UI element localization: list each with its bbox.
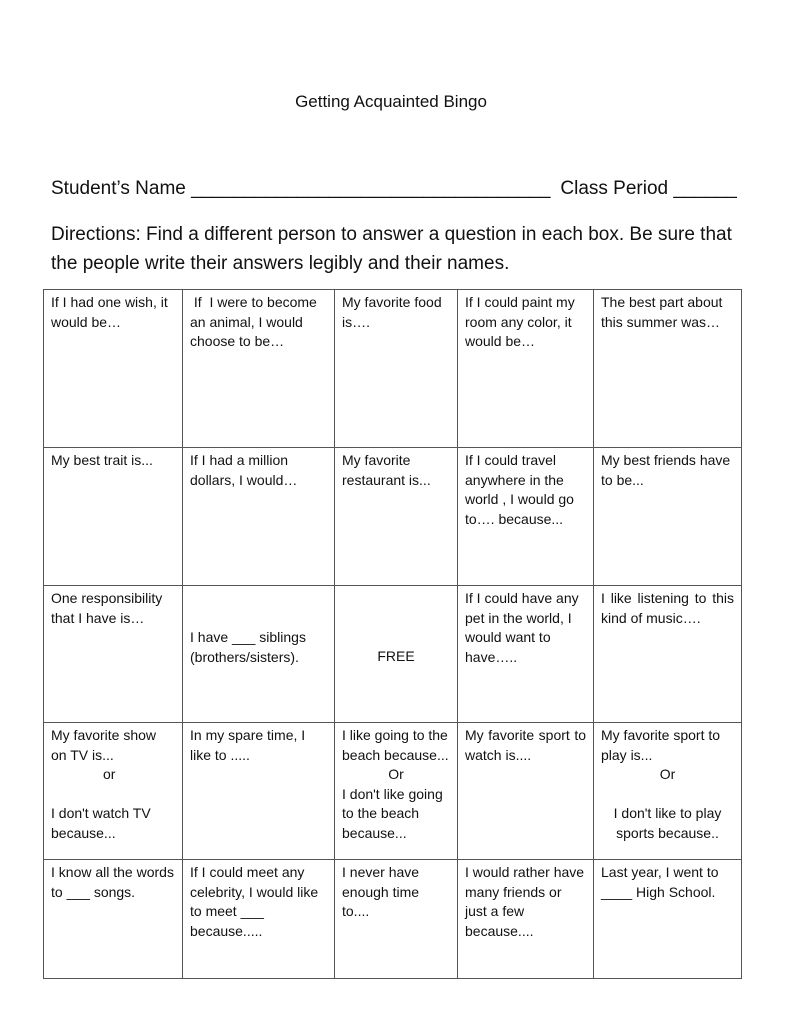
cell-prompt: My favorite restaurant is... — [342, 452, 431, 488]
free-cell — [335, 586, 458, 723]
cell-or-text: Or — [388, 766, 404, 783]
class-period-label: Class Period ______ — [560, 178, 737, 199]
cell-prompt: If I had a million dollars, I would… — [190, 452, 298, 488]
cell-prompt: Last year, I went to ____ High School. — [601, 864, 719, 900]
bingo-cell — [458, 586, 594, 723]
bingo-cell — [458, 860, 594, 979]
cell-prompt: I don't like going to the beach because... — [342, 785, 443, 841]
cell-prompt: I never have enough time to.... — [342, 864, 420, 920]
bingo-cell — [44, 860, 183, 979]
bingo-cell — [594, 448, 742, 586]
cell-prompt: One responsibility that I have is… — [51, 590, 163, 626]
bingo-grid — [43, 289, 742, 979]
bingo-cell — [335, 860, 458, 979]
cell-prompt: I would rather have many friends or just a few because.... — [465, 864, 585, 939]
bingo-cell — [335, 448, 458, 586]
cell-prompt: My best friends have to be... — [601, 452, 731, 488]
cell-prompt: My best trait is... — [51, 452, 153, 468]
cell-prompt: If I could travel anywhere in the world , I would go to…. because... — [465, 452, 574, 527]
cell-spacer — [601, 785, 734, 805]
document-title: Getting Acquainted Bingo — [295, 92, 487, 111]
bingo-cell — [335, 290, 458, 448]
bingo-cell — [458, 723, 594, 860]
grid-row — [44, 860, 742, 979]
bingo-cell — [183, 723, 335, 860]
bingo-cell — [44, 586, 183, 723]
bingo-cell — [44, 723, 183, 860]
bingo-cell — [335, 723, 458, 860]
cell-prompt: I have ___ siblings (brothers/sisters). — [190, 629, 306, 665]
student-name-label: Student’s Name __________________________________ — [51, 178, 551, 199]
cell-prompt: In my spare time, I like to ..... — [190, 727, 306, 763]
bingo-cell — [183, 586, 335, 723]
bingo-cell — [458, 290, 594, 448]
grid-row — [44, 586, 742, 723]
cell-prompt: If I could paint my room any color, it would be… — [465, 294, 575, 350]
cell-prompt: The best part about this summer was… — [601, 294, 723, 330]
cell-prompt: I like listening to this kind of music…. — [601, 590, 734, 626]
grid-row — [44, 448, 742, 586]
cell-prompt: If I could have any pet in the world, I would want to have….. — [465, 590, 579, 665]
cell-prompt: My favorite show on TV is... — [51, 727, 157, 763]
cell-prompt: If I were to become an animal, I would choose to be… — [190, 294, 321, 350]
cell-prompt: I don't like to play sports because.. — [613, 805, 722, 841]
grid-row — [44, 723, 742, 860]
bingo-cell — [44, 290, 183, 448]
cell-spacer — [51, 785, 175, 805]
bingo-cell — [594, 860, 742, 979]
cell-prompt: My favorite sport to play is... — [601, 727, 721, 763]
cell-prompt: I like going to the beach because... — [342, 727, 449, 763]
bingo-cell — [183, 860, 335, 979]
cell-prompt: I know all the words to ___ songs. — [51, 864, 174, 900]
bingo-cell — [458, 448, 594, 586]
cell-prompt: My favorite sport to watch is.... — [465, 727, 586, 763]
grid-row — [44, 290, 742, 448]
bingo-cell — [44, 448, 183, 586]
cell-prompt: If I could meet any celebrity, I would like to meet ___ because..... — [190, 864, 319, 939]
cell-or-text: Or — [659, 766, 676, 783]
cell-prompt: If I had one wish, it would be… — [51, 294, 168, 330]
bingo-cell — [183, 448, 335, 586]
directions-text: Directions: Find a different person to answer a question in each box. Be sure that the people write their answers legibly and their names. — [51, 224, 732, 274]
student-info-line — [51, 178, 751, 200]
bingo-cell — [594, 290, 742, 448]
free-label: FREE — [377, 648, 415, 664]
cell-prompt: My favorite food is…. — [342, 294, 442, 330]
bingo-cell — [594, 723, 742, 860]
bingo-cell — [594, 586, 742, 723]
cell-prompt: I don't watch TV because... — [51, 805, 151, 841]
cell-or-text: or — [103, 766, 116, 783]
bingo-cell — [183, 290, 335, 448]
